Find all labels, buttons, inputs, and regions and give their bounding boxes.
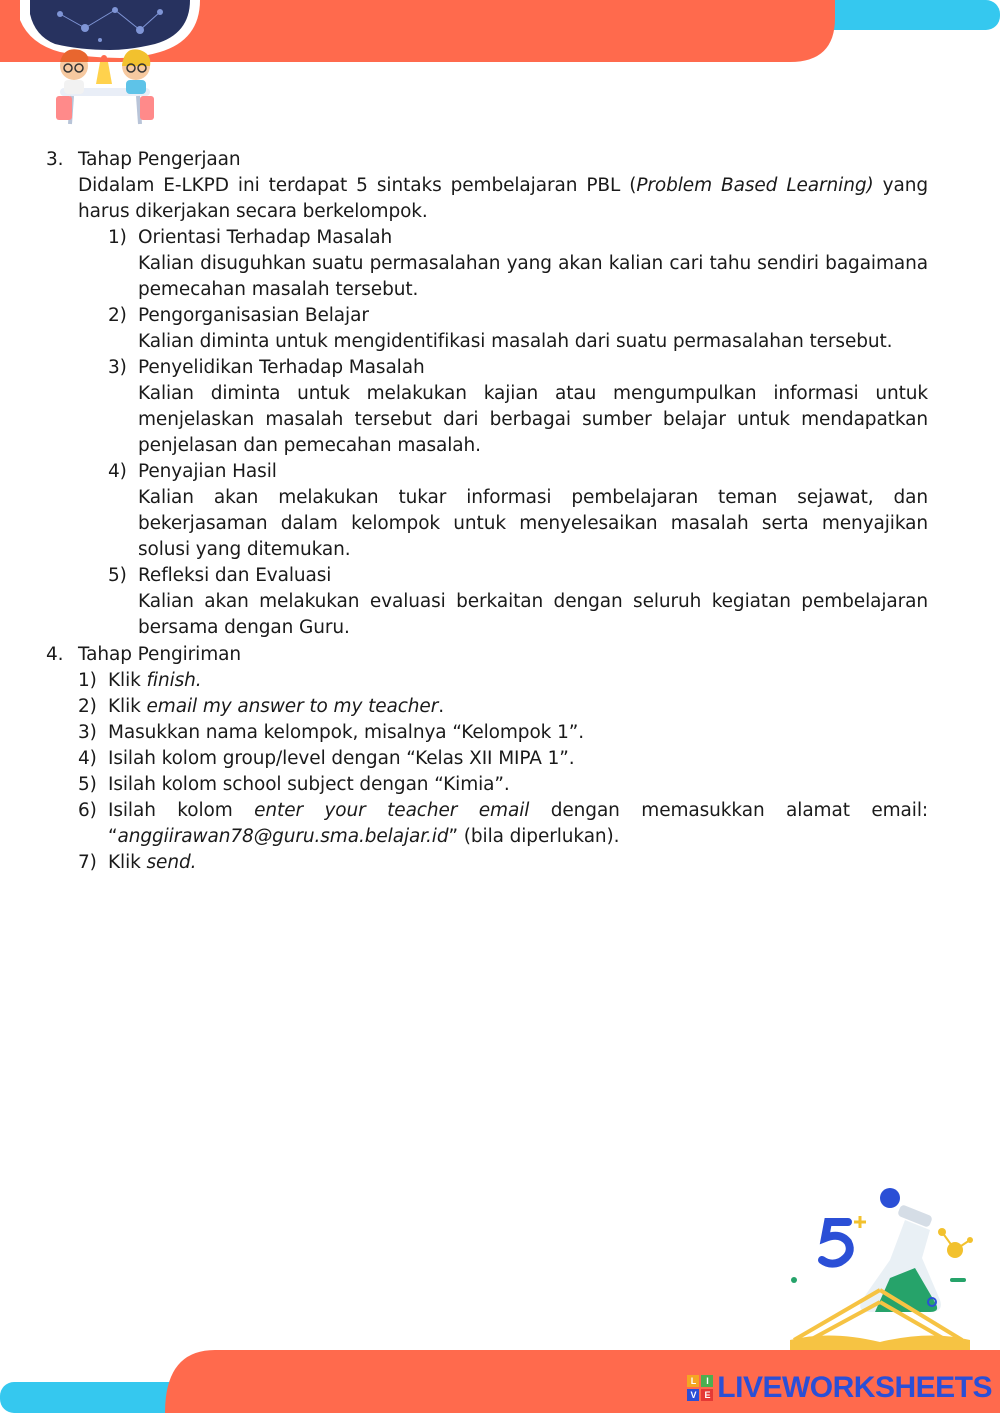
number-five-icon (822, 1222, 850, 1264)
logo-letter-v: V (687, 1389, 699, 1401)
step-italic: email my answer to my teacher (146, 696, 439, 717)
section-tahap-pengiriman (46, 642, 928, 876)
step-item (78, 850, 928, 876)
section-tahap-pengerjaan (46, 147, 928, 641)
intro-italic: Problem Based Learning) (636, 175, 874, 196)
section-heading (46, 147, 928, 173)
brand-name: LIVEWORKSHEETS (717, 1371, 992, 1404)
step-text: Isilah kolom school subject dengan “Kimia”. (108, 774, 510, 795)
chemistry-illustration (770, 1180, 990, 1365)
step-text: Isilah kolom group/level dengan “Kelas XII MIPA 1”. (108, 748, 575, 769)
green-dash-icon (950, 1278, 966, 1282)
step-italic: send. (146, 852, 197, 873)
liveworksheets-brand (687, 1371, 992, 1405)
step-number: 3) (78, 722, 97, 743)
logo-letter-l: L (687, 1375, 699, 1387)
step-text-end: . (438, 696, 445, 717)
item-body: Kalian akan melakukan tukar informasi pembelajaran teman sejawat, dan bekerjasaman dalam kelompok untuk menyelesaikan masalah serta menyajikan solusi yang ditemukan. (138, 487, 928, 560)
item-number: 4) (108, 461, 127, 482)
step-number: 7) (78, 852, 97, 873)
step-item (78, 798, 928, 850)
teacher-email: anggiirawan78@guru.sma.belajar.id (117, 826, 449, 847)
step-number: 6) (78, 800, 97, 821)
item-title: Pengorganisasian Belajar (138, 305, 369, 326)
sintaks-item (108, 459, 928, 563)
step-text: Klik (108, 670, 147, 691)
logo-letter-e: E (701, 1389, 713, 1401)
header-banner (0, 0, 1000, 140)
step-item (78, 720, 928, 746)
step-number: 5) (78, 774, 97, 795)
molecule-icon (938, 1228, 973, 1258)
section-number: 4. (46, 644, 64, 665)
plus-icon (854, 1216, 866, 1228)
section-title: Tahap Pengerjaan (78, 149, 241, 170)
item-body: Kalian disuguhkan suatu permasalahan yang akan kalian cari tahu sendiri bagaimana pemecahan masalah tersebut. (138, 253, 928, 300)
step-item (78, 694, 928, 720)
item-number: 5) (108, 565, 127, 586)
item-title: Penyajian Hasil (138, 461, 277, 482)
sintaks-item (108, 355, 928, 459)
section-intro (78, 173, 928, 225)
liveworksheets-logo-icon (687, 1375, 713, 1401)
step-text: Isilah kolom (108, 800, 255, 821)
step-text: Klik (108, 696, 147, 717)
section-heading (46, 642, 928, 668)
item-body: Kalian akan melakukan evaluasi berkaitan dengan seluruh kegiatan pembelajaran bersama dengan Guru. (138, 591, 928, 638)
item-body: Kalian diminta untuk melakukan kajian atau mengumpulkan informasi untuk menjelaskan masalah tersebut dari berbagai sumber belajar untuk mendapatkan penjelasan dan pemecahan masalah. (138, 383, 928, 456)
step-text: Klik (108, 852, 147, 873)
step-italic: enter your teacher email (254, 800, 530, 821)
item-number: 2) (108, 305, 127, 326)
sintaks-item (108, 225, 928, 303)
item-title: Orientasi Terhadap Masalah (138, 227, 393, 248)
sintaks-item (108, 303, 928, 355)
step-item (78, 772, 928, 798)
step-number: 2) (78, 696, 97, 717)
step-italic: finish. (146, 670, 202, 691)
sintaks-item (108, 563, 928, 641)
step-list (78, 668, 928, 876)
step-text-end: ” (bila diperlukan). (448, 826, 620, 847)
step-item (78, 668, 928, 694)
step-text-mid: dengan memasukkan alamat email: “ (108, 800, 928, 847)
step-item (78, 746, 928, 772)
section-title: Tahap Pengiriman (78, 644, 241, 665)
item-number: 3) (108, 357, 127, 378)
item-body: Kalian diminta untuk mengidentifikasi masalah dari suatu permasalahan tersebut. (138, 331, 893, 352)
logo-letter-i: I (701, 1375, 713, 1387)
section-number: 3. (46, 149, 64, 170)
blue-dot-icon (880, 1188, 900, 1208)
item-number: 1) (108, 227, 127, 248)
step-number: 4) (78, 748, 97, 769)
green-dot-icon (791, 1277, 797, 1283)
item-title: Penyelidikan Terhadap Masalah (138, 357, 425, 378)
step-text: Masukkan nama kelompok, misalnya “Kelompok 1”. (108, 722, 585, 743)
intro-text-end: yang harus dikerjakan secara berkelompok. (78, 175, 928, 222)
step-number: 1) (78, 670, 97, 691)
intro-text-start: Didalam E-LKPD ini terdapat 5 sintaks pembelajaran PBL ( (78, 175, 637, 196)
item-title: Refleksi dan Evaluasi (138, 565, 332, 586)
